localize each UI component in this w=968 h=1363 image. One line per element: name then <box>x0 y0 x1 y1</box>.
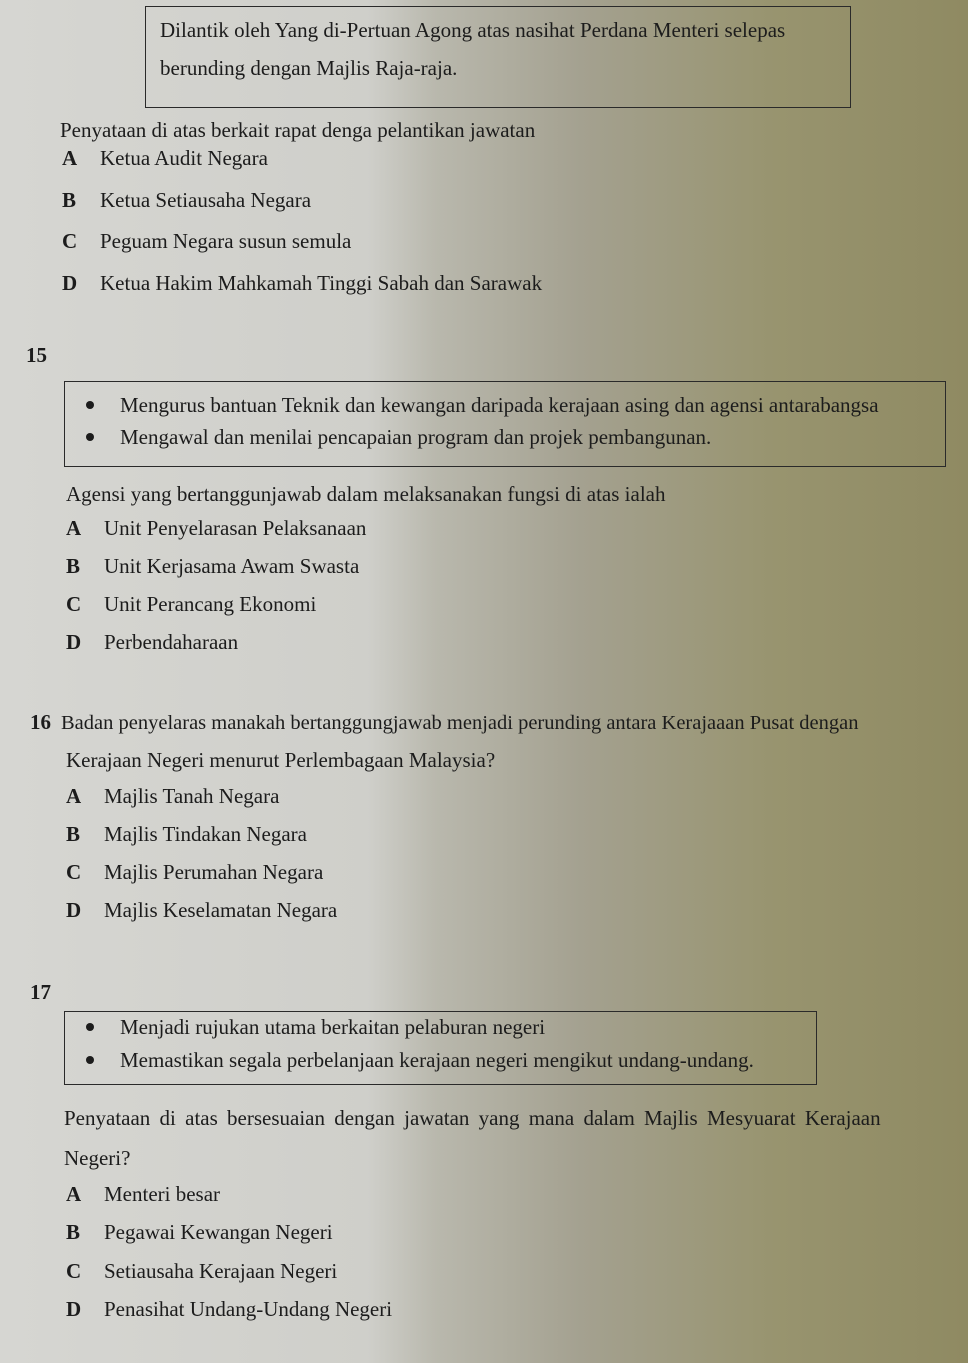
option-letter: D <box>66 630 82 654</box>
q15-option-d[interactable] <box>66 630 238 655</box>
option-text: Setiausaha Kerajaan Negeri <box>104 1259 338 1283</box>
option-text: Majlis Perumahan Negara <box>104 860 324 884</box>
q17-option-c[interactable] <box>66 1259 337 1284</box>
q17-bullet-2 <box>86 1048 754 1073</box>
option-text: Unit Penyelarasan Pelaksanaan <box>104 516 367 540</box>
q14-option-c[interactable] <box>62 229 351 254</box>
option-text: Ketua Audit Negara <box>100 146 268 170</box>
option-letter: D <box>66 898 82 922</box>
option-letter: B <box>66 822 81 846</box>
q16-number: 16 <box>30 710 51 734</box>
option-letter: C <box>66 1259 82 1283</box>
bullet-dot <box>86 1023 94 1031</box>
q16-option-c[interactable] <box>66 860 323 885</box>
option-text: Peguam Negara susun semula <box>100 229 352 253</box>
q17-stem-line-2: Negeri? <box>64 1146 131 1170</box>
option-letter: A <box>66 784 82 808</box>
q15-bullet-2 <box>86 425 711 450</box>
q14-statement-line-2: berunding dengan Majlis Raja-raja. <box>160 56 458 80</box>
option-letter: B <box>66 1220 81 1244</box>
option-letter: C <box>66 860 82 884</box>
q14-option-a[interactable] <box>62 146 268 171</box>
q15-option-b[interactable] <box>66 554 359 579</box>
option-text: Unit Kerjasama Awam Swasta <box>104 554 360 578</box>
option-text: Penasihat Undang-Undang Negeri <box>104 1297 393 1321</box>
q16-option-a[interactable] <box>66 784 279 809</box>
option-text: Pegawai Kewangan Negeri <box>104 1220 333 1244</box>
q16-option-b[interactable] <box>66 822 307 847</box>
q15-bullet-1 <box>86 393 879 418</box>
option-text: Ketua Hakim Mahkamah Tinggi Sabah dan Sarawak <box>100 271 543 295</box>
option-letter: B <box>66 554 81 578</box>
option-text: Perbendaharaan <box>104 630 239 654</box>
q16-stem-line-2: Kerajaan Negeri menurut Perlembagaan Malaysia? <box>66 748 496 772</box>
q17-option-d[interactable] <box>66 1297 392 1322</box>
option-text: Menteri besar <box>104 1182 221 1206</box>
option-text: Majlis Keselamatan Negara <box>104 898 338 922</box>
option-letter: D <box>62 271 78 295</box>
q14-option-d[interactable] <box>62 271 542 296</box>
bullet-dot <box>86 1056 94 1064</box>
q17-number: 17 <box>30 980 51 1004</box>
option-letter: C <box>62 229 78 253</box>
q17-option-a[interactable] <box>66 1182 220 1207</box>
option-text: Ketua Setiausaha Negara <box>100 188 312 212</box>
option-text: Unit Perancang Ekonomi <box>104 592 317 616</box>
q15-option-c[interactable] <box>66 592 316 617</box>
q17-stem-line-1: Penyataan di atas bersesuaian dengan jawatan yang mana dalam Majlis Mesyuarat Kerajaan <box>64 1106 881 1130</box>
bullet-dot <box>86 433 94 441</box>
option-letter: C <box>66 592 82 616</box>
q15-number: 15 <box>26 343 47 367</box>
q16-stem-line-1 <box>30 708 858 737</box>
bullet-text: Mengawal dan menilai pencapaian program dan projek pembangunan. <box>120 425 712 449</box>
q14-option-b[interactable] <box>62 188 311 213</box>
option-letter: A <box>66 516 82 540</box>
q16-stem-text: Badan penyelaras manakah bertanggungjawab menjadi perunding antara Kerajaaan Pusat dengan <box>61 712 859 734</box>
q16-option-d[interactable] <box>66 898 337 923</box>
bullet-text: Memastikan segala perbelanjaan kerajaan negeri mengikut undang-undang. <box>120 1048 754 1072</box>
q17-bullet-1 <box>86 1015 545 1040</box>
bullet-text: Menjadi rujukan utama berkaitan pelaburan negeri <box>120 1015 546 1039</box>
option-text: Majlis Tanah Negara <box>104 784 280 808</box>
option-letter: D <box>66 1297 82 1321</box>
option-letter: A <box>66 1182 82 1206</box>
q17-option-b[interactable] <box>66 1220 333 1245</box>
q15-stem: Agensi yang bertanggunjawab dalam melaksanakan fungsi di atas ialah <box>66 482 666 506</box>
q14-statement-line-1: Dilantik oleh Yang di-Pertuan Agong atas nasihat Perdana Menteri selepas <box>160 18 786 42</box>
option-text: Majlis Tindakan Negara <box>104 822 307 846</box>
option-letter: B <box>62 188 77 212</box>
option-letter: A <box>62 146 78 170</box>
bullet-dot <box>86 401 94 409</box>
q15-option-a[interactable] <box>66 516 366 541</box>
bullet-text: Mengurus bantuan Teknik dan kewangan daripada kerajaan asing dan agensi antarabangsa <box>120 393 879 417</box>
q14-stem: Penyataan di atas berkait rapat denga pelantikan jawatan <box>60 118 536 142</box>
